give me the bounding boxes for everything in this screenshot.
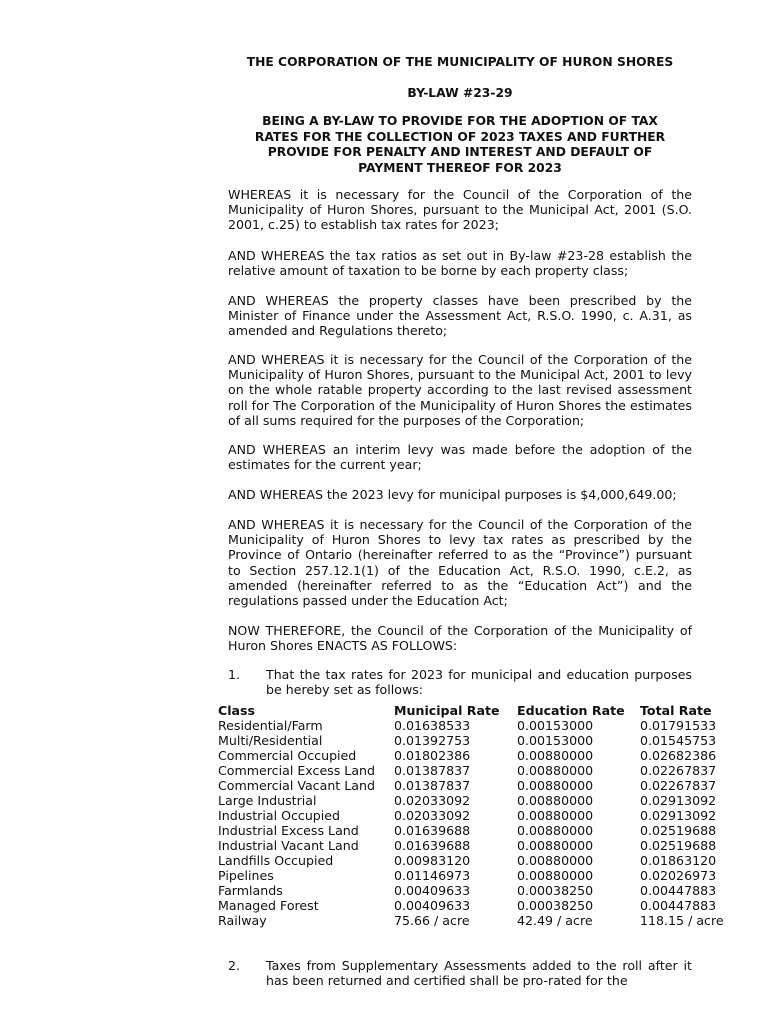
table-row: [218, 808, 732, 823]
municipal-rate-cell: 0.01802386: [394, 748, 471, 763]
class-cell: Residential/Farm: [218, 718, 323, 733]
recital-paragraph: AND WHEREAS it is necessary for the Council of the Corporation of the Municipality of Huron Shores, pursuant to the Municipal Act, 2001 to levy on the whole ratable property according to the last revised assessment roll for The Corporation of the Municipality of Huron Shores the estimates of all sums required for the purposes of the Corporation;: [228, 352, 692, 428]
class-cell: Industrial Vacant Land: [218, 838, 359, 853]
education-rate-cell: 0.00153000: [517, 733, 594, 748]
table-row: [218, 853, 732, 868]
total-rate-cell: 0.02682386: [640, 748, 717, 763]
total-rate-cell: 0.01863120: [640, 853, 717, 868]
municipal-rate-cell: 0.02033092: [394, 808, 471, 823]
education-rate-cell: 0.00880000: [517, 808, 594, 823]
recital-paragraph: AND WHEREAS it is necessary for the Council of the Corporation of the Municipality of Huron Shores to levy tax rates as prescribed by the Province of Ontario (hereinafter referred to as the “Province”) pursuant to Section 257.12.1(1) of the Education Act, R.S.O. 1990, c.E.2, as amended (hereinafter referred to as the “Education Act”) and the regulations passed under the Education Act;: [228, 517, 692, 609]
class-cell: Industrial Occupied: [218, 808, 341, 823]
municipal-rate-cell: 0.01638533: [394, 718, 471, 733]
municipal-rate-cell: 0.01639688: [394, 838, 471, 853]
education-rate-cell: 0.00880000: [517, 793, 594, 808]
class-cell: Commercial Vacant Land: [218, 778, 375, 793]
municipal-rate-cell: 0.00983120: [394, 853, 471, 868]
municipal-rate-cell: 0.00409633: [394, 883, 471, 898]
municipal-rate-cell: 0.01387837: [394, 778, 471, 793]
total-rate-cell: 0.01545753: [640, 733, 717, 748]
total-rate-cell: 0.00447883: [640, 883, 717, 898]
municipal-rate-cell: 0.01392753: [394, 733, 471, 748]
table-row: [218, 823, 732, 838]
tax-rates-table: [218, 703, 732, 928]
class-cell: Managed Forest: [218, 898, 319, 913]
class-cell: Landfills Occupied: [218, 853, 334, 868]
table-row: [218, 898, 732, 913]
class-cell: Commercial Occupied: [218, 748, 357, 763]
item-text: Taxes from Supplementary Assessments added to the roll after it has been returned and certified shall be pro-rated for the: [266, 958, 692, 989]
item-number: 1.: [228, 667, 241, 682]
education-rate-cell: 0.00880000: [517, 853, 594, 868]
total-rate-cell: 0.02913092: [640, 793, 717, 808]
column-header: Class: [218, 703, 256, 718]
bylaw-number: BY-LAW #23-29: [407, 86, 513, 100]
total-rate-cell: 0.01791533: [640, 718, 717, 733]
table-row: [218, 838, 732, 853]
education-rate-cell: 0.00880000: [517, 748, 594, 763]
table-row: [218, 748, 732, 763]
education-rate-cell: 0.00880000: [517, 763, 594, 778]
bylaw-title-line: PROVIDE FOR PENALTY AND INTEREST AND DEFAULT OF: [267, 145, 653, 159]
recital-paragraph: WHEREAS it is necessary for the Council of the Corporation of the Municipality of Huron Shores, pursuant to the Municipal Act, 2001 (S.O. 2001, c.25) to establish tax rates for 2023;: [228, 187, 692, 233]
class-cell: Commercial Excess Land: [218, 763, 376, 778]
total-rate-cell: 0.00447883: [640, 898, 717, 913]
recital-paragraph: AND WHEREAS the property classes have been prescribed by the Minister of Finance under the Assessment Act, R.S.O. 1990, c. A.31, as amended and Regulations thereto;: [228, 293, 692, 339]
class-cell: Industrial Excess Land: [218, 823, 359, 838]
table-row: [218, 913, 732, 928]
municipal-rate-cell: 0.02033092: [394, 793, 471, 808]
bylaw-title-line: PAYMENT THEREOF FOR 2023: [358, 160, 562, 175]
municipal-rate-cell: 75.66 / acre: [394, 913, 470, 928]
recital-paragraph: AND WHEREAS the 2023 levy for municipal purposes is $4,000,649.00;: [228, 487, 677, 502]
education-rate-cell: 0.00880000: [517, 823, 594, 838]
total-rate-cell: 0.02519688: [640, 823, 717, 838]
education-rate-cell: 0.00880000: [517, 868, 594, 883]
table-row: [218, 793, 732, 808]
municipal-rate-cell: 0.01639688: [394, 823, 471, 838]
corporation-heading: THE CORPORATION OF THE MUNICIPALITY OF HURON SHORES: [246, 55, 674, 69]
bylaw-title-line: RATES FOR THE COLLECTION OF 2023 TAXES AND FURTHER: [254, 129, 666, 144]
table-row: [218, 763, 732, 778]
class-cell: Farmlands: [218, 883, 283, 898]
total-rate-cell: 0.02026973: [640, 868, 717, 883]
total-rate-cell: 0.02913092: [640, 808, 717, 823]
table-row: [218, 868, 732, 883]
class-cell: Pipelines: [218, 868, 274, 883]
item-number: 2.: [228, 958, 241, 973]
enacting-clause: NOW THEREFORE, the Council of the Corporation of the Municipality of Huron Shores ENACTS AS FOLLOWS:: [228, 623, 692, 654]
table-row: [218, 778, 732, 793]
recital-paragraph: AND WHEREAS an interim levy was made before the adoption of the estimates for the current year;: [228, 442, 692, 473]
column-header: Education Rate: [517, 703, 625, 718]
recital-paragraph: AND WHEREAS the tax ratios as set out in By-law #23-28 establish the relative amount of taxation to be borne by each property class;: [228, 248, 692, 279]
item-text: That the tax rates for 2023 for municipal and education purposes be hereby set as follows:: [266, 667, 692, 698]
education-rate-cell: 0.00038250: [517, 883, 594, 898]
total-rate-cell: 0.02519688: [640, 838, 717, 853]
table-row: [218, 733, 732, 748]
total-rate-cell: 0.02267837: [640, 763, 717, 778]
table-row: [218, 883, 732, 898]
class-cell: Multi/Residential: [218, 733, 323, 748]
table-header-row: [218, 703, 732, 718]
education-rate-cell: 0.00038250: [517, 898, 594, 913]
municipal-rate-cell: 0.01146973: [394, 868, 471, 883]
class-cell: Railway: [218, 913, 267, 928]
bylaw-title: [220, 114, 700, 176]
education-rate-cell: 42.49 / acre: [517, 913, 593, 928]
total-rate-cell: 0.02267837: [640, 778, 717, 793]
municipal-rate-cell: 0.01387837: [394, 763, 471, 778]
class-cell: Large Industrial: [218, 793, 317, 808]
column-header: Total Rate: [640, 703, 712, 718]
total-rate-cell: 118.15 / acre: [640, 913, 724, 928]
column-header: Municipal Rate: [394, 703, 500, 718]
education-rate-cell: 0.00880000: [517, 838, 594, 853]
table-row: [218, 718, 732, 733]
bylaw-title-line: BEING A BY-LAW TO PROVIDE FOR THE ADOPTION OF TAX: [262, 114, 658, 128]
education-rate-cell: 0.00880000: [517, 778, 594, 793]
education-rate-cell: 0.00153000: [517, 718, 594, 733]
municipal-rate-cell: 0.00409633: [394, 898, 471, 913]
